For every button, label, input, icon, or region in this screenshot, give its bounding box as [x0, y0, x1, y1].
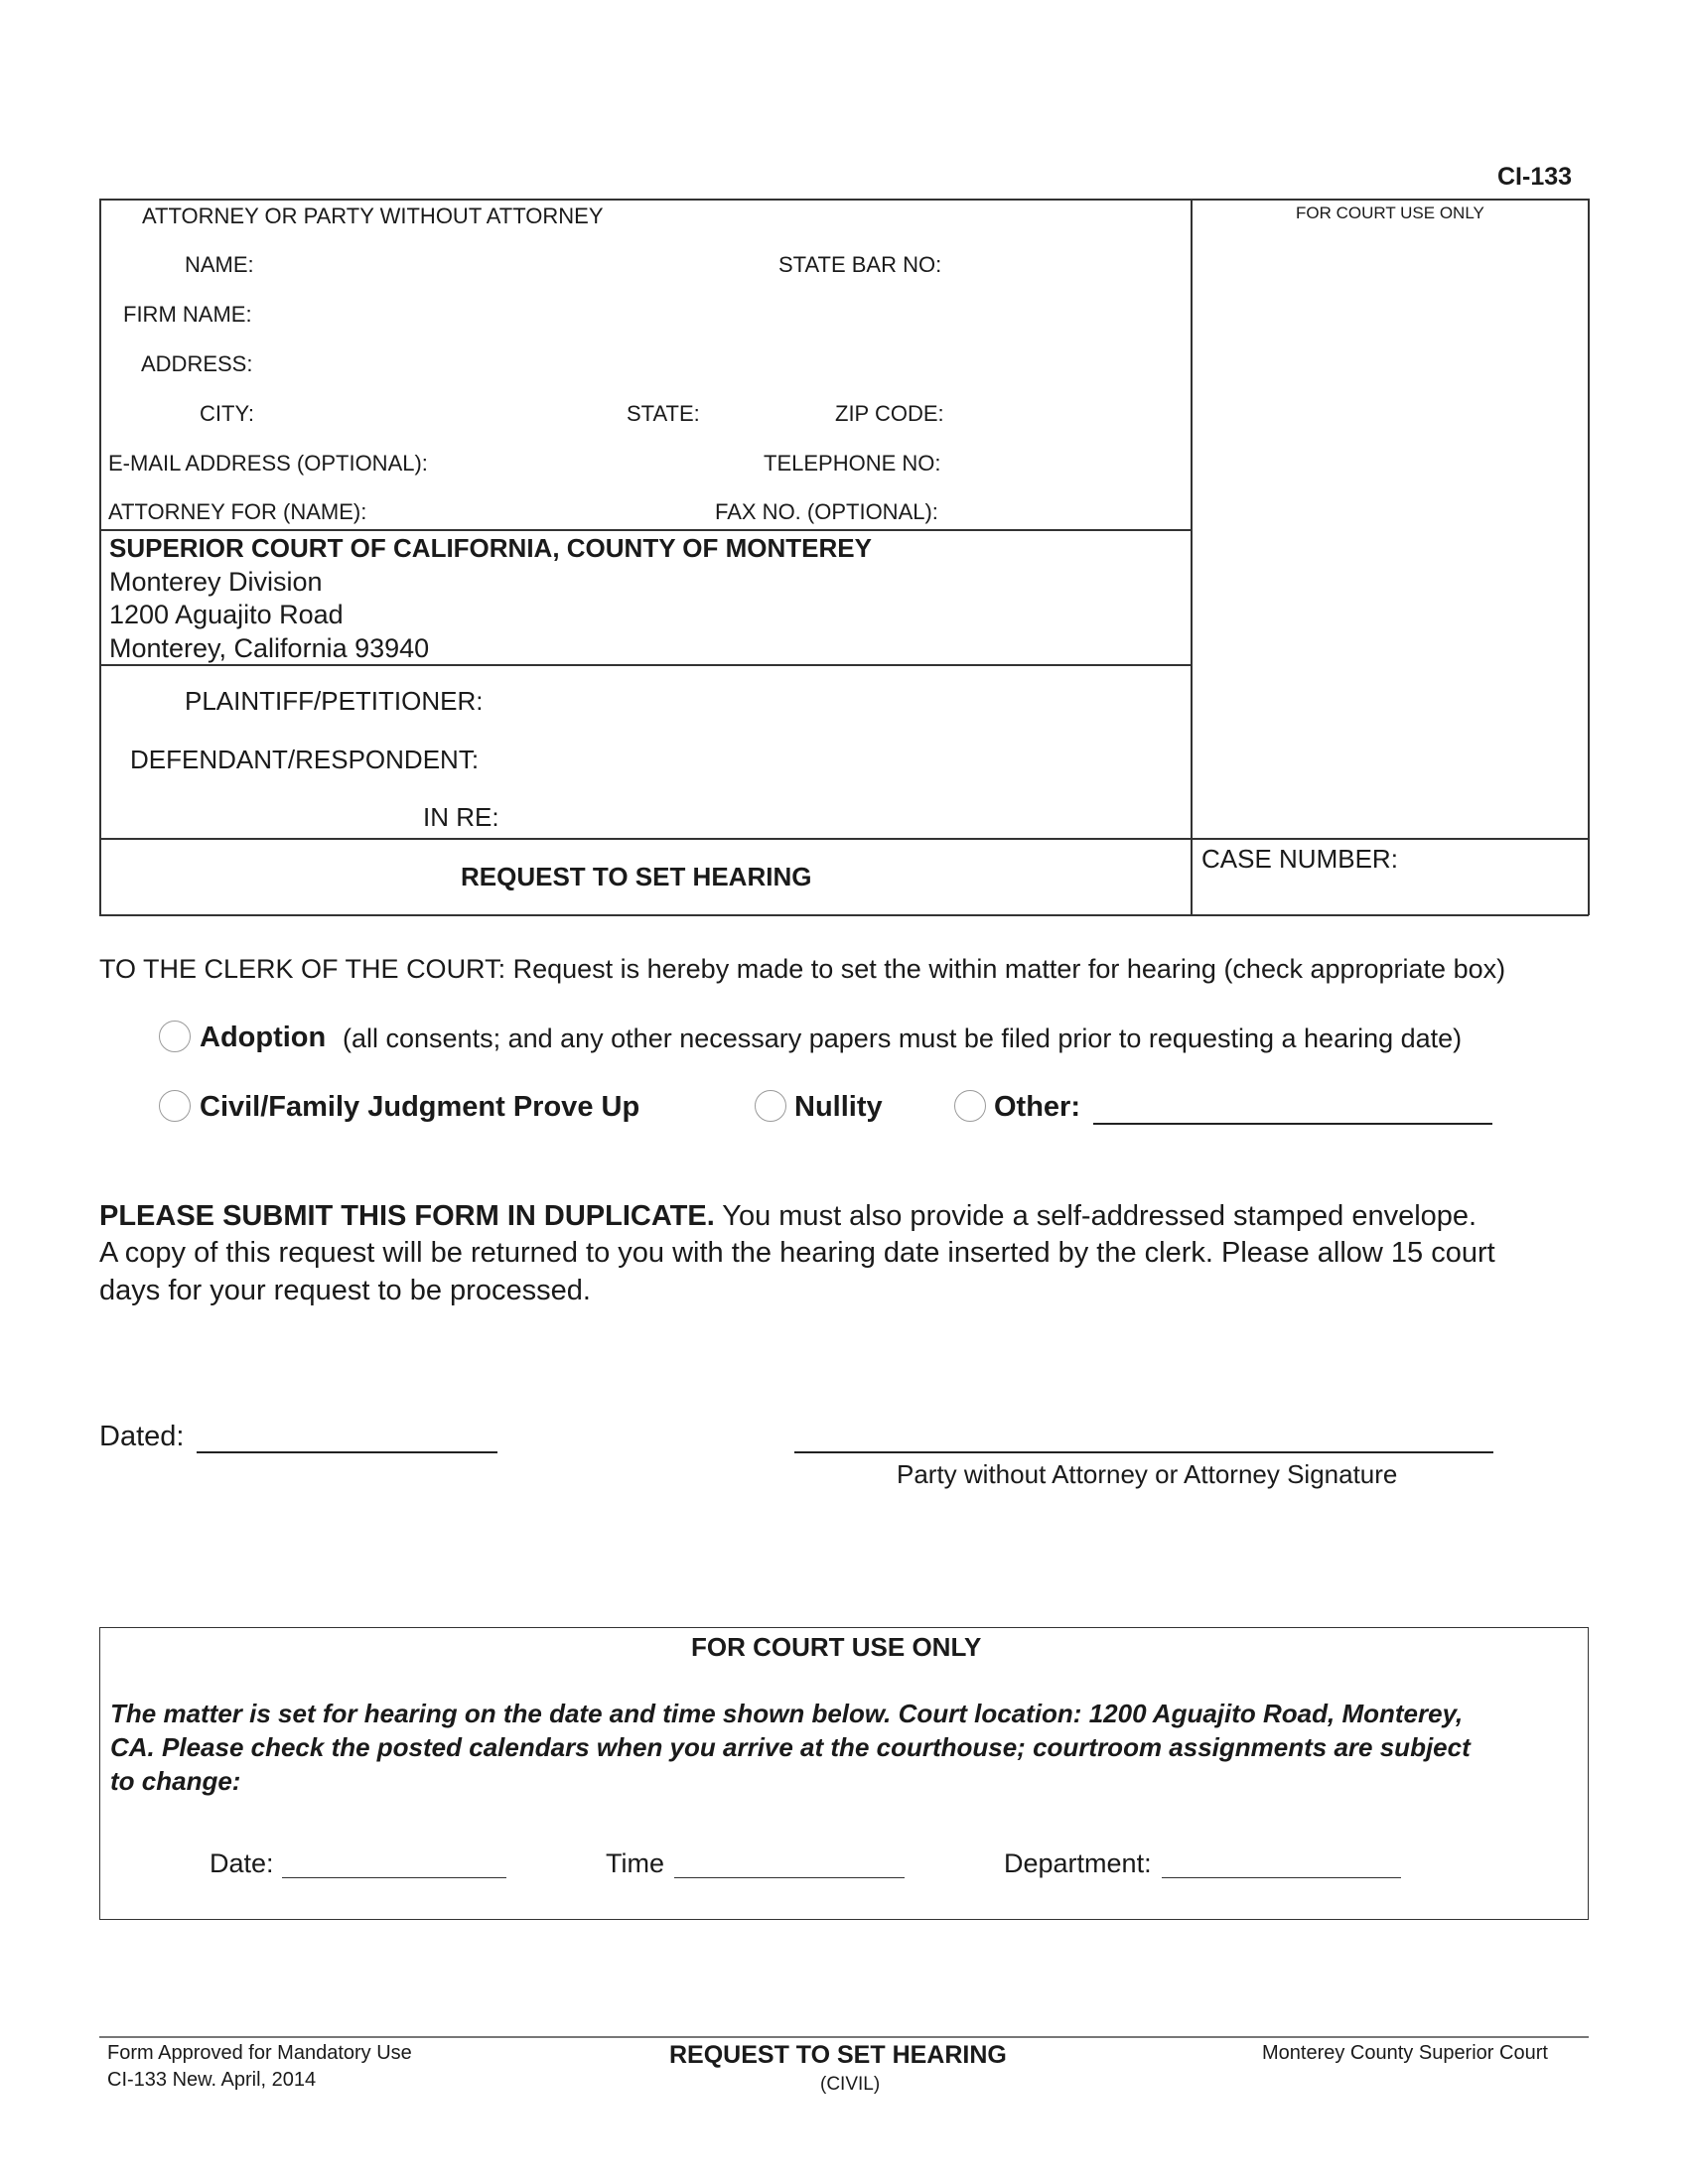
court-division: Monterey Division: [109, 567, 323, 597]
court-use-title: FOR COURT USE ONLY: [691, 1632, 982, 1662]
attorney-heading: ATTORNEY OR PARTY WITHOUT ATTORNEY: [142, 204, 604, 228]
notice-line-3: days for your request to be processed.: [99, 1275, 591, 1306]
case-number-label: CASE NUMBER:: [1201, 844, 1398, 874]
state-field[interactable]: [707, 397, 826, 427]
nullity-radio[interactable]: [755, 1090, 786, 1122]
court-use-line-1: The matter is set for hearing on the date and time shown below. Court location: 1200 Aguajito Road, Monterey,: [110, 1699, 1464, 1728]
plaintiff-field[interactable]: [511, 682, 1177, 716]
telephone-field[interactable]: [955, 447, 1184, 477]
adoption-note: (all consents; and any other necessary papers must be filed prior to requesting a hearing date): [343, 1024, 1463, 1053]
footer-title: REQUEST TO SET HEARING: [669, 2041, 1007, 2069]
in-re-label: IN RE:: [423, 802, 499, 832]
adoption-label: Adoption: [200, 1022, 327, 1053]
notice-bold: PLEASE SUBMIT THIS FORM IN DUPLICATE.: [99, 1200, 715, 1232]
court-use-line-2: CA. Please check the posted calendars when you arrive at the courthouse; courtroom assignments are subject: [110, 1732, 1471, 1762]
civil-family-radio[interactable]: [159, 1090, 191, 1122]
caption-divider-attorney: [99, 529, 1192, 531]
form-title: REQUEST TO SET HEARING: [461, 862, 812, 891]
state-bar-field[interactable]: [955, 248, 1184, 278]
other-radio[interactable]: [954, 1090, 986, 1122]
court-city-line: Monterey, California 93940: [109, 633, 430, 663]
court-street: 1200 Aguajito Road: [109, 600, 344, 629]
clerk-request-text: TO THE CLERK OF THE COURT: Request is hereby made to set the within matter for hearing (check appropriate box): [99, 954, 1506, 984]
caption-border-left: [99, 199, 101, 915]
hearing-time-label: Time: [606, 1848, 664, 1878]
hearing-date-line[interactable]: [282, 1848, 506, 1878]
court-name: SUPERIOR COURT OF CALIFORNIA, COUNTY OF MONTEREY: [109, 533, 872, 563]
hearing-time-line[interactable]: [674, 1848, 905, 1878]
defendant-label: DEFENDANT/RESPONDENT:: [130, 745, 480, 774]
dated-label: Dated:: [99, 1421, 185, 1452]
caption-border-top: [99, 199, 1589, 201]
form-number: CI-133: [1497, 163, 1573, 191]
caption-divider-vertical: [1191, 199, 1193, 915]
address-field[interactable]: [260, 347, 1174, 377]
caption-divider-parties: [99, 838, 1589, 840]
hearing-department-line[interactable]: [1162, 1848, 1401, 1878]
notice-line-2: A copy of this request will be returned to you with the hearing date inserted by the clerk. Please allow 15 court: [99, 1237, 1495, 1269]
notice-line-1-rest: You must also provide a self-addressed stamped envelope.: [714, 1200, 1477, 1232]
footer-rule: [99, 2036, 1589, 2038]
case-number-field[interactable]: [1201, 878, 1579, 909]
in-re-field[interactable]: [511, 798, 1177, 832]
hearing-department-label: Department:: [1004, 1848, 1152, 1878]
signature-caption: Party without Attorney or Attorney Signature: [897, 1459, 1398, 1489]
defendant-field[interactable]: [511, 741, 1177, 774]
other-label: Other:: [994, 1091, 1080, 1123]
firm-name-field[interactable]: [260, 298, 1174, 328]
state-bar-label: STATE BAR NO:: [778, 252, 942, 277]
civil-family-label: Civil/Family Judgment Prove Up: [200, 1091, 640, 1123]
footer-revision: CI-133 New. April, 2014: [107, 2069, 317, 2091]
name-field[interactable]: [260, 248, 737, 278]
hearing-date-label: Date:: [210, 1848, 274, 1878]
attorney-for-label: ATTORNEY FOR (NAME):: [108, 499, 367, 524]
telephone-label: TELEPHONE NO:: [764, 451, 941, 476]
footer-subtitle: (CIVIL): [820, 2074, 881, 2095]
court-use-line-3: to change:: [110, 1766, 241, 1796]
caption-border-bottom: [99, 914, 1589, 916]
firm-name-label: FIRM NAME:: [123, 302, 252, 327]
state-label: STATE:: [627, 401, 700, 426]
city-label: CITY:: [200, 401, 255, 426]
fax-label: FAX NO. (OPTIONAL):: [715, 499, 938, 524]
caption-divider-court: [99, 664, 1192, 666]
fax-field[interactable]: [955, 495, 1184, 525]
footer-approved: Form Approved for Mandatory Use: [107, 2042, 412, 2064]
dated-input-line[interactable]: [197, 1420, 497, 1453]
city-field[interactable]: [260, 397, 618, 427]
court-use-only-small: FOR COURT USE ONLY: [1296, 204, 1484, 222]
email-label: E-MAIL ADDRESS (OPTIONAL):: [108, 451, 428, 476]
plaintiff-label: PLAINTIFF/PETITIONER:: [185, 686, 484, 716]
adoption-radio[interactable]: [159, 1021, 191, 1052]
footer-court: Monterey County Superior Court: [1262, 2042, 1548, 2064]
attorney-for-field[interactable]: [383, 495, 701, 525]
other-input-line[interactable]: [1093, 1093, 1492, 1125]
nullity-label: Nullity: [794, 1091, 883, 1123]
notice-line-1: [99, 1200, 1477, 1233]
caption-border-right: [1588, 199, 1590, 915]
zip-code-label: ZIP CODE:: [835, 401, 944, 426]
signature-line[interactable]: [794, 1420, 1493, 1453]
zip-code-field[interactable]: [955, 397, 1184, 427]
email-field[interactable]: [445, 447, 753, 477]
address-label: ADDRESS:: [141, 351, 253, 376]
name-label: NAME:: [185, 252, 254, 277]
